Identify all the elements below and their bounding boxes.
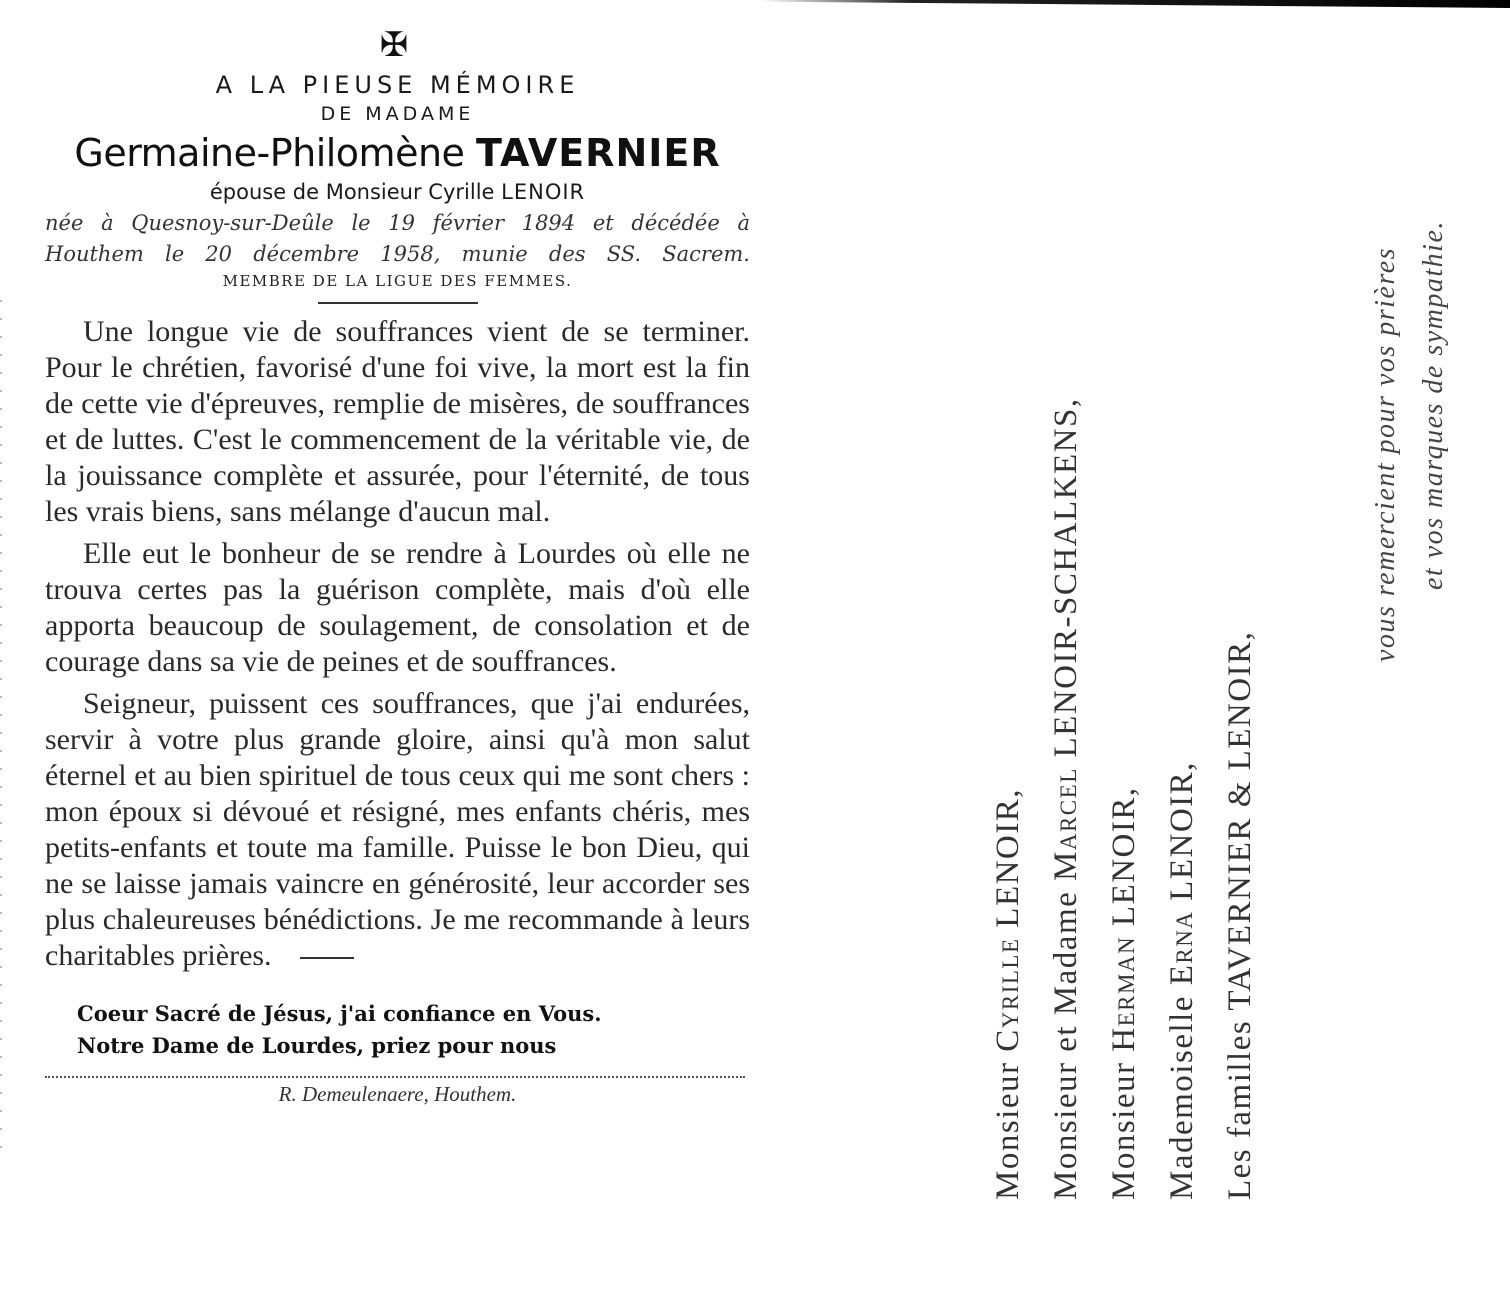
family-line-4 [1166,761,1199,1200]
prayer-block [77,998,750,1062]
family-first-name: Herman [1106,935,1142,1052]
memorial-text [45,314,750,974]
paragraph-1: Une longue vie de souffrances vient de se terminer. Pour le chrétien, favorisé d'une foi vive, la mort est la fin de cette vie d'épreuves, remplie de misères, de souffrances et de luttes. C'est le commencement de la véritable vie, de la jouissance complète et assurée, pour l'éternité, de tous les vrais biens, sans mélange d'aucun mal. [45,315,750,528]
paragraph-2: Elle eut le bonheur de se rendre à Lourdes où elle ne trouva certes pas la guérison complète, mais d'où elle apporta beaucoup de soulagement, de consolation et de courage dans sa vie de peines et de souffrances. [45,537,750,678]
deceased-surname: TAVERNIER [476,131,721,175]
family-title: Monsieur et Madame [1048,890,1084,1200]
dates-line-1: née à Quesnoy-sur-Deûle le 19 février 1894 et décédée à [45,211,750,235]
memorial-card-front [45,25,750,1107]
family-last-name: LENOIR, [1164,761,1200,901]
family-title: Les familles [1222,1019,1258,1200]
family-title: Monsieur [990,1061,1026,1200]
family-line-5 [1224,631,1257,1200]
thanks-line-2: et vos marques de sympathie. [1418,220,1449,590]
family-first-name: Erna [1164,910,1200,986]
printer-credit: R. Demeulenaere, Houthem. [278,1082,517,1106]
cross-icon: ✠ [379,25,409,65]
family-line-2 [1050,397,1083,1200]
paragraph-3-text: Seigneur, puissent ces souffrances, que j'ai endurées, servir à votre plus grande gloire, ainsi qu'à mon salut éternel et au bien spirituel de tous ceux qui me sont chers : mon époux si dévoué et résigné, mes enfants chéris, mes petits-enfants et toute ma famille. Puisse le bon Dieu, qui ne se laisse jamais vaincre en générosité, leur accorder ses plus chaleureuses bénédictions. Je me recommande à leurs charitables prières. [45,687,750,972]
deceased-given-names: Germaine-Philomène [74,131,465,175]
family-last-name: TAVERNIER & LENOIR, [1222,630,1258,1011]
family-line-1 [992,788,1025,1200]
membership-line: MEMBRE DE LA LIGUE DES FEMMES. [222,272,573,290]
deceased-name [45,130,750,176]
heading-memoire: A LA PIEUSE MÉMOIRE [215,71,580,99]
end-rule [300,957,354,959]
heading-madame: DE MADAME [320,103,475,125]
scan-left-edge [0,300,2,1160]
spouse-line [45,178,750,206]
spouse-prefix: épouse de Monsieur Cyrille [209,180,495,204]
spouse-surname: LENOIR [501,180,586,204]
family-title: Mademoiselle [1164,995,1200,1200]
family-first-name: Cyrille [990,937,1026,1052]
family-last-name: LENOIR, [990,787,1026,928]
family-first-name: Marcel [1048,767,1084,881]
dates-line-2: Houthem le 20 décembre 1958, munie des SS. Sacrem. [45,242,750,266]
scan-edge-shadow [760,0,1510,8]
prayer-line-2: Notre Dame de Lourdes, priez pour nous [77,1033,557,1058]
family-last-name: LENOIR, [1106,786,1142,927]
family-last-name: LENOIR-SCHALKENS, [1048,397,1084,758]
prayer-line-1: Coeur Sacré de Jésus, j'ai confiance en Vous. [77,1001,602,1026]
divider-rule [318,302,478,304]
family-line-3 [1108,786,1141,1200]
family-title: Monsieur [1106,1061,1142,1200]
thanks-line-1: vous remercient pour vos prières [1370,246,1401,662]
dotted-separator [45,1076,745,1078]
paragraph-3 [45,686,750,974]
